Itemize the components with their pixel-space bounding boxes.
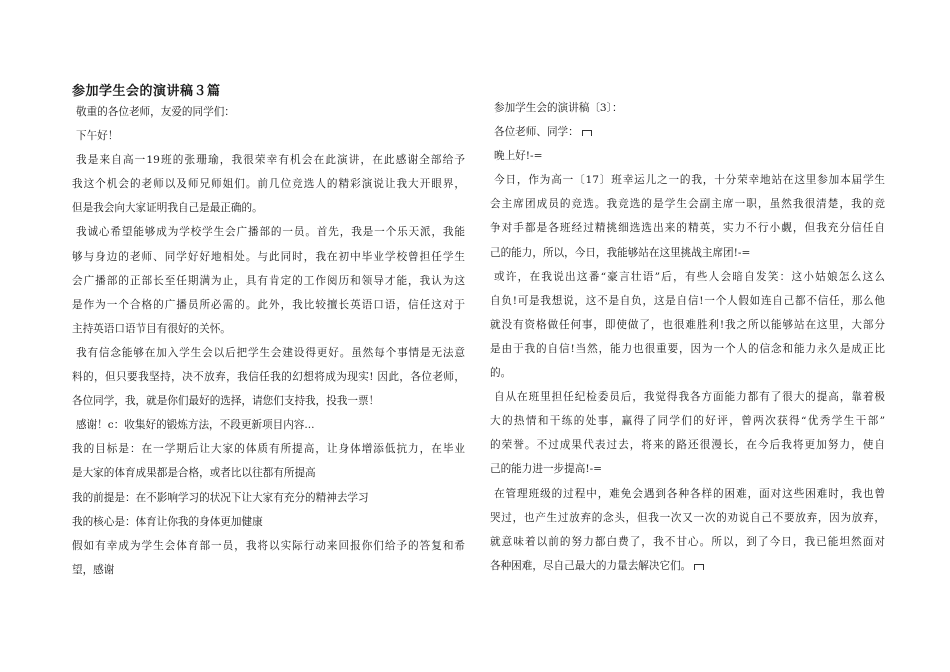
paragraph-line: 哭过，也产生过放弃的念头，但我一次又一次的劝说自己不要放弃，因为放弃， (490, 511, 885, 524)
paragraph-line: 在管理班级的过程中，难免会遇到各种各样的困难，面对这些困难时，我也曾 (494, 487, 885, 500)
paragraph-line: 今日，作为高一〔17〕班幸运儿之一的我，十分荣幸地站在这里参加本届学生 (494, 174, 885, 187)
paragraph-line: 感谢！c：收集好的锻炼方法，不段更新项目内容... (76, 419, 315, 432)
paragraph-line: 就意味着以前的努力都白费了，我不甘心。所以，到了今日，我已能坦然面对 (490, 535, 885, 548)
left-column (72, 100, 465, 582)
paragraph-line (490, 120, 885, 144)
paragraph-line: 望，感谢 (72, 563, 115, 576)
paragraph-line: 是作为一个合格的广播员所必需的。此外，我比较擅长英语口语，信任这对于 (72, 298, 465, 311)
right-column (490, 96, 885, 578)
paragraph-line: 参加学生会的演讲稿〔3〕： (494, 102, 623, 114)
paragraph-line: 是由于我的自信!当然，能力也很重要，因为一个人的信念和能力永久是成正比 (490, 342, 885, 355)
paragraph-line: 我的核心是：体育让你我的身体更加健康 (72, 515, 263, 528)
paragraph-line: 假如有幸成为学生会体育部一员，我将以实际行动来回报你们给予的答复和希 (72, 539, 465, 552)
paragraph-line: 我的前提是：在不影响学习的状况下让大家有充分的精神去学习 (72, 491, 369, 504)
paragraph-line: 主持英语口语节目有很好的关怀。 (72, 322, 231, 335)
paragraph-line: 晚上好!-= (494, 150, 543, 163)
paragraph-text: 各种困难，尽自己最大的力量去解决它们。 (490, 559, 692, 572)
paragraph-line: 的荣誉。不过成果代表过去，将来的路还很漫长，在今后我将更加努力，使自 (490, 439, 885, 452)
paragraph-line: 争对手都是各班经过精挑细选选出来的精英，实力不行小觑，但我充分信任自 (490, 222, 885, 235)
paragraph-line: 或许，在我说出这番“豪言壮语”后，有些人会暗自发笑：这小姑娘怎么这么 (494, 270, 885, 283)
paragraph-line: 己的能力，所以，今日，我能够站在这里挑战主席团!-= (490, 246, 751, 259)
paragraph-line: 够与身边的老师、同学好好地相处。与此同时，我在初中毕业学校曾担任学生 (72, 250, 465, 263)
document-title: 参加学生会的演讲稿３篇 (72, 84, 221, 99)
paragraph-line: 料的，但只要我坚持，决不放弃，我信任我的幻想将成为现实! 因此，各位老师， (72, 371, 465, 384)
paragraph-line: 是大家的体育成果都是合格，或者比以往都有所提高 (72, 467, 316, 480)
paragraph-line: 自从在班里担任纪检委员后，我觉得我各方面能力都有了很大的提高，靠着极 (494, 391, 885, 404)
paragraph-line: 己的能力进一步提高!-= (490, 463, 603, 476)
paragraph-line: 我是来自高一19班的张珊瑜，我很荣幸有机会在此演讲，在此感谢全部给予 (76, 154, 465, 167)
paragraph-line: 敬重的各位老师，友爱的同学们： (76, 106, 235, 118)
paragraph-line: 会广播部的正部长至任期满为止，具有肯定的工作阅历和领导才能，我认为这 (72, 274, 465, 287)
paragraph-line: 各位同学，我，就是你们最好的选择，请您们支持我，投我一票！ (72, 395, 380, 408)
paragraph-line: 但是我会向大家证明我自己是最正确的。 (72, 202, 263, 215)
paragraph-line (490, 554, 885, 578)
paragraph-line: 我诚心希望能够成为学校学生会广播部的一员。首先，我是一个乐天派，我能 (76, 226, 465, 239)
paragraph-line: 会主席团成员的竞选。我竞选的是学生会副主席一职，虽然我很清楚，我的竞 (490, 198, 885, 211)
line-break-mark-icon (694, 564, 704, 570)
line-break-mark-icon (582, 130, 592, 136)
paragraph-line: 下午好！ (76, 130, 119, 143)
paragraph-text: 各位老师、同学： (494, 126, 579, 139)
paragraph-line: 自负!可是我想说，这不是自负，这是自信!一个人假如连自己都不信任，那么他 (490, 294, 885, 307)
paragraph-line: 大的热情和干练的处事，赢得了同学们的好评，曾两次获得“优秀学生干部” (490, 415, 885, 428)
paragraph-line: 就没有资格做任何事，即使做了，也很难胜利!我之所以能够站在这里，大部分 (490, 318, 885, 331)
paragraph-line: 我有信念能够在加入学生会以后把学生会建设得更好。虽然每个事情是无法意 (76, 346, 465, 359)
paragraph-line: 我的目标是：在一学期后让大家的体质有所提高，让身体增添低抗力，在毕业 (72, 443, 465, 456)
paragraph-line: 的。 (490, 367, 512, 380)
paragraph-line: 我这个机会的老师以及师兄师姐们。前几位竞选人的精彩演说让我大开眼界， (72, 178, 465, 191)
